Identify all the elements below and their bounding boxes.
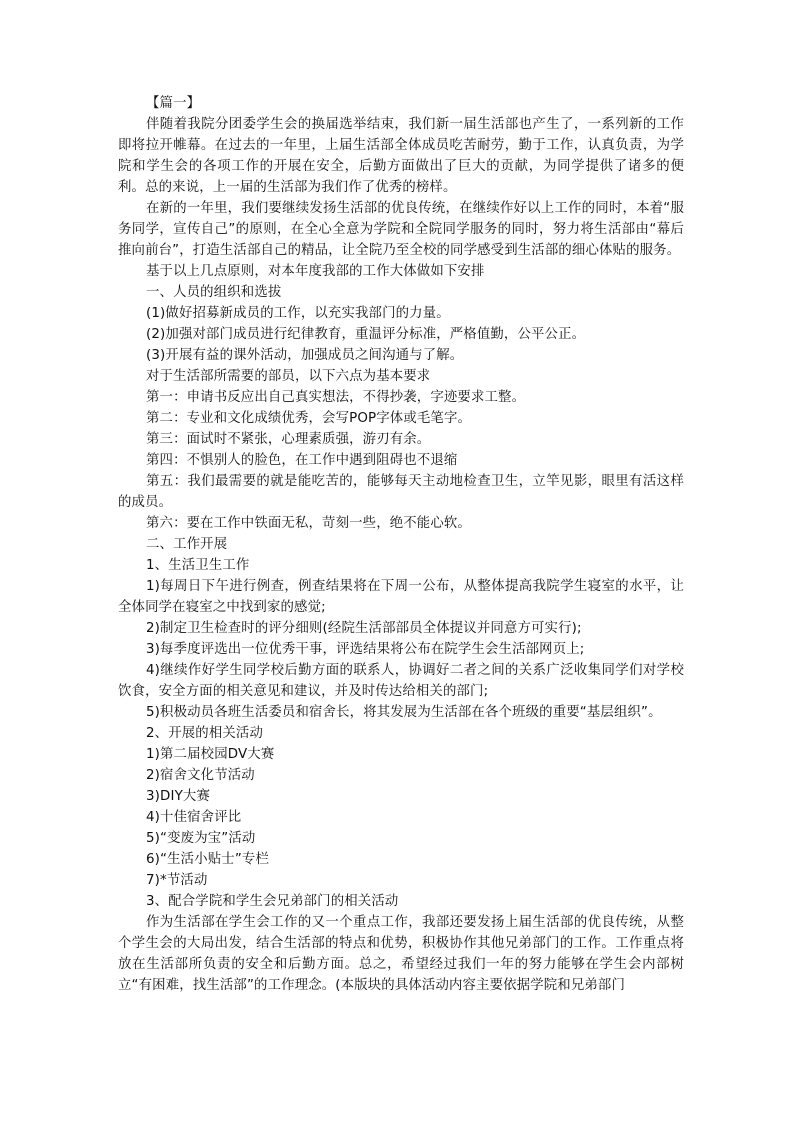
activity-item: 3)DIY大赛	[146, 789, 211, 804]
activity-item: 2)宿舍文化节活动	[146, 768, 255, 783]
requirement-item: 第二：专业和文化成绩优秀，会写POP字体或毛笔字。	[146, 411, 472, 426]
activity-item: 5)“变废为宝”活动	[146, 831, 256, 846]
hygiene-item-4: 4)继续作好学生同学校后勤方面的联系人，协调好二者之间的关系广泛收集同学们对学校饮食，安全方面的相关意见和建议，并及时传达给相关的部门;	[118, 663, 684, 699]
document-body	[118, 93, 684, 996]
hygiene-item: 3)每季度评选出一位优秀干事，评选结果将公布在院学生会生活部网页上;	[146, 642, 585, 657]
activity-item: 6)“生活小贴士”专栏	[146, 852, 270, 867]
text-line: 基于以上几点原则，对本年度我部的工作大体做如下安排	[146, 264, 485, 279]
list-item: (2)加强对部门成员进行纪律教育，重温评分标准，严格值勤，公平公正。	[146, 327, 586, 342]
requirement-item: 第三：面试时不紧张，心理素质强，游刃有余。	[146, 432, 431, 447]
list-item: (1)做好招募新成员的工作，以充实我部门的力量。	[146, 306, 450, 321]
activity-item: 1)第二届校园DV大赛	[146, 747, 275, 762]
requirement-item: 第六：要在工作中铁面无私，苛刻一些，绝不能心软。	[146, 516, 471, 531]
hygiene-item-1: 1)每周日下午进行例查，例查结果将在下周一公布，从整体提高我院学生寝室的水平，让全体同学在寝室之中找到家的感觉;	[118, 579, 684, 615]
subheading-cooperation: 3、配合学院和学生会兄弟部门的相关活动	[146, 894, 399, 909]
heading-work: 二、工作开展	[146, 537, 228, 552]
text-line: 对于生活部所需要的部员，以下六点为基本要求	[146, 369, 431, 384]
heading-personnel: 一、人员的组织和选拔	[146, 285, 282, 300]
intro-paragraph-2: 在新的一年里，我们要继续发扬生活部的优良传统，在继续作好以上工作的同时，本着“服务同学，宣传自己”的原则，在全心全意为学院和全院同学服务的同时，努力将生活部由“幕后推向前台”，打造生活部自己的精品，让全院乃至全校的同学感受到生活部的细心体贴的服务。	[118, 201, 684, 258]
final-paragraph: 作为生活部在学生会工作的又一个重点工作，我部还要发扬上届生活部的优良传统，从整个学生会的大局出发，结合生活部的特点和优势，积极协作其他兄弟部门的工作。工作重点将放在生活部所负责的安全和后勤方面。总之，希望经过我们一年的努力能够在学生会内部树立“有困难，找生活部”的工作理念。(本版块的具体活动内容主要依据学院和兄弟部门	[118, 915, 684, 993]
subheading-activities: 2、开展的相关活动	[146, 726, 263, 741]
activity-item: 4)十佳宿舍评比	[146, 810, 242, 825]
requirement-item: 第四：不惧别人的脸色，在工作中遇到阻碍也不退缩	[146, 453, 458, 468]
requirement-item: 第一：申请书反应出自己真实想法，不得抄袭，字迹要求工整。	[146, 390, 526, 405]
requirement-item-fifth: 第五：我们最需要的就是能吃苦的，能够每天主动地检查卫生，立竿见影，眼里有活这样的成员。	[118, 474, 684, 510]
subheading-hygiene: 1、生活卫生工作	[146, 558, 250, 573]
hygiene-item: 2)制定卫生检查时的评分细则(经院生活部部员全体提议并同意方可实行);	[146, 621, 582, 636]
hygiene-item: 5)积极动员各班生活委员和宿舍长，将其发展为生活部在各个班级的重要“基层组织”。	[146, 705, 662, 720]
intro-paragraph-1: 伴随着我院分团委学生会的换届选举结束，我们新一届生活部也产生了，一系列新的工作即将拉开帷幕。在过去的一年里，上届生活部全体成员吃苦耐劳，勤于工作，认真负责，为学院和学生会的各项工作的开展在安全，后勤方面做出了巨大的贡献，为同学提供了诸多的便利。总的来说，上一届的生活部为我们作了优秀的榜样。	[118, 117, 684, 195]
list-item: (3)开展有益的课外活动，加强成员之间沟通与了解。	[146, 348, 464, 363]
activity-item: 7)*节活动	[146, 873, 208, 888]
section-title: 【篇一】	[146, 96, 201, 111]
